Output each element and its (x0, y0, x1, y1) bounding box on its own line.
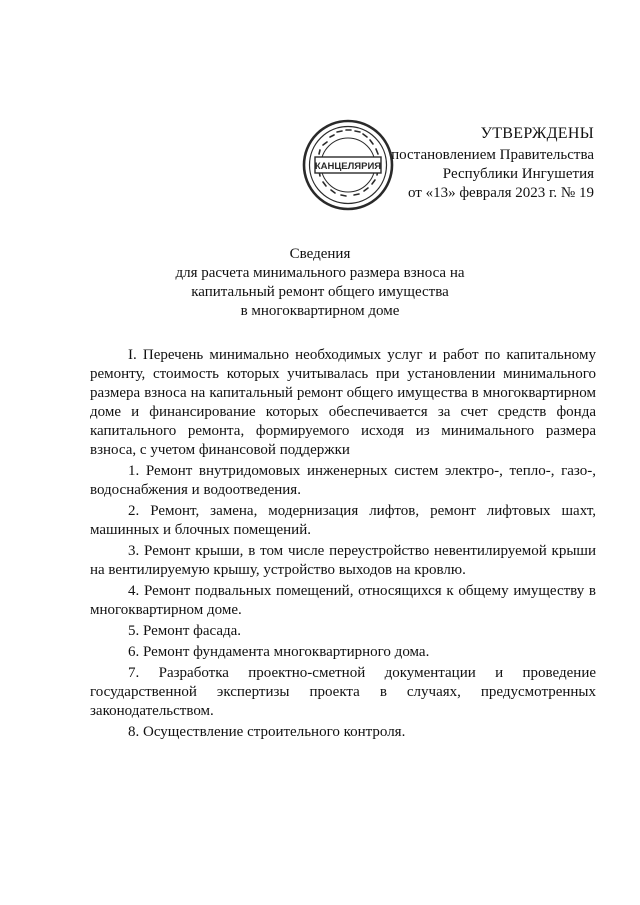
list-item: 7. Разработка проектно-сметной документации и проведение государственной экспертизы проекта в случаях, предусмотренных законодательством. (90, 665, 596, 719)
list-item: 4. Ремонт подвальных помещений, относящихся к общему имуществу в многоквартирном доме. (90, 583, 596, 618)
document-body (90, 346, 596, 742)
approval-line-3: от «13» февраля 2023 г. № 19 (407, 185, 594, 201)
title-line-4: в многоквартирном доме (240, 303, 400, 319)
title-line-1: Сведения (289, 246, 351, 262)
list-item: 5. Ремонт фасада. (128, 623, 242, 639)
office-stamp-seal (301, 118, 395, 212)
approval-line-1: постановлением Правительства (391, 147, 594, 163)
stamp-text: КАНЦЕЛЯРИЯ (314, 161, 382, 172)
list-item: 1. Ремонт внутридомовых инженерных систем электро-, тепло-, газо-, водоснабжения и водоотведения. (90, 463, 596, 498)
approval-block (391, 124, 594, 203)
approval-line-2: Республики Ингушетия (442, 166, 594, 182)
list-item: 6. Ремонт фундамента многоквартирного дома. (128, 644, 430, 660)
document-title (0, 245, 640, 321)
approval-heading: УТВЕРЖДЕНЫ (480, 125, 594, 142)
title-line-2: для расчета минимального размера взноса на (175, 265, 465, 281)
title-line-3: капитальный ремонт общего имущества (191, 284, 449, 300)
list-item: 3. Ремонт крыши, в том числе переустройство невентилируемой крыши на вентилируемую крышу, устройство выходов на кровлю. (90, 543, 596, 578)
section-heading: I. Перечень минимально необходимых услуг и работ по капитальному ремонту, стоимость которых учитывалась при установлении минимального размера взноса на капитальный ремонт общего имущества в многоквартирном доме и финансирование которых обеспечивается за счет средств фонда капитального ремонта, формируемого исходя из минимального размера взноса, с учетом финансовой поддержки (90, 347, 596, 458)
list-item: 8. Осуществление строительного контроля. (128, 724, 406, 740)
list-item: 2. Ремонт, замена, модернизация лифтов, ремонт лифтовых шахт, машинных и блочных помещений. (90, 503, 596, 538)
